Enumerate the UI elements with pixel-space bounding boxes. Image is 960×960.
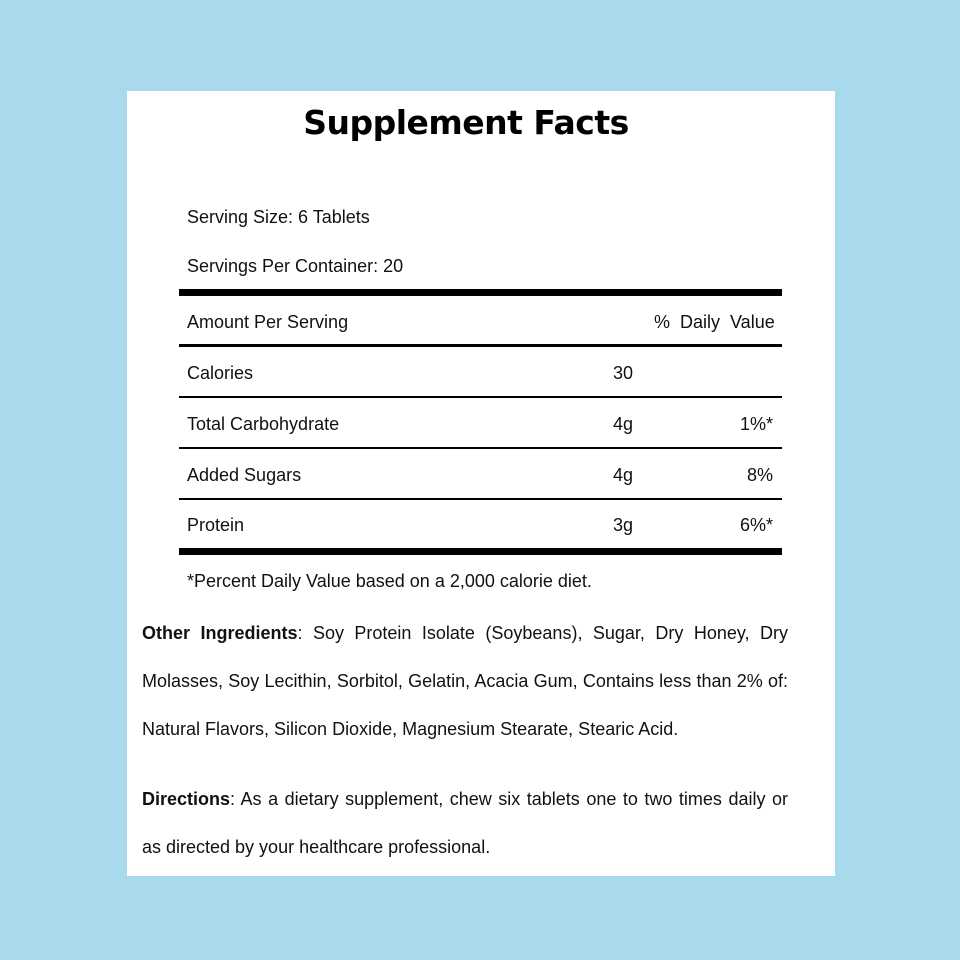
divider-thick-bottom (179, 548, 782, 555)
nutrient-name-added-sugars: Added Sugars (187, 465, 302, 485)
nutrient-dv-protein: 6%* (739, 515, 773, 535)
nutrient-dv-total-carbohydrate: 1%* (739, 414, 773, 434)
directions (142, 775, 788, 871)
nutrient-amount-protein: 3g (612, 515, 633, 535)
serving-size: Serving Size: 6 Tablets (187, 207, 370, 227)
header-daily-value: % Daily Value (654, 312, 775, 332)
daily-value-footnote: *Percent Daily Value based on a 2,000 calorie diet. (187, 571, 592, 591)
directions-text: : As a dietary supplement, chew six tablets one to two times daily or as directed by your healthcare professional. (142, 789, 788, 857)
divider-thick (179, 289, 782, 296)
other-ingredients-label: Other Ingredients (142, 623, 298, 643)
label-title: Supplement Facts (303, 103, 629, 142)
header-amount-per-serving: Amount Per Serving (187, 312, 349, 332)
nutrient-amount-added-sugars: 4g (612, 465, 633, 485)
nutrient-name-protein: Protein (187, 515, 245, 535)
other-ingredients-text: : Soy Protein Isolate (Soybeans), Sugar, Dry Honey, Dry Molasses, Soy Lecithin, Sorbitol, Gelatin, Acacia Gum, Contains less than 2% of: Natural Flavors, Silicon Dioxide, Magnesium Stearate, Stearic Acid. (142, 623, 788, 739)
nutrient-dv-added-sugars: 8% (746, 465, 773, 485)
directions-label: Directions (142, 789, 231, 809)
nutrient-name-calories: Calories (187, 363, 254, 383)
row-divider (179, 396, 782, 398)
nutrient-amount-total-carbohydrate: 4g (612, 414, 633, 434)
servings-per-container: Servings Per Container: 20 (187, 256, 404, 276)
row-divider (179, 498, 782, 500)
other-ingredients (142, 609, 788, 753)
supplement-facts-label (127, 91, 835, 876)
nutrient-amount-calories: 30 (612, 363, 633, 383)
divider-header (179, 344, 782, 347)
row-divider (179, 447, 782, 449)
nutrient-name-total-carbohydrate: Total Carbohydrate (187, 414, 340, 434)
